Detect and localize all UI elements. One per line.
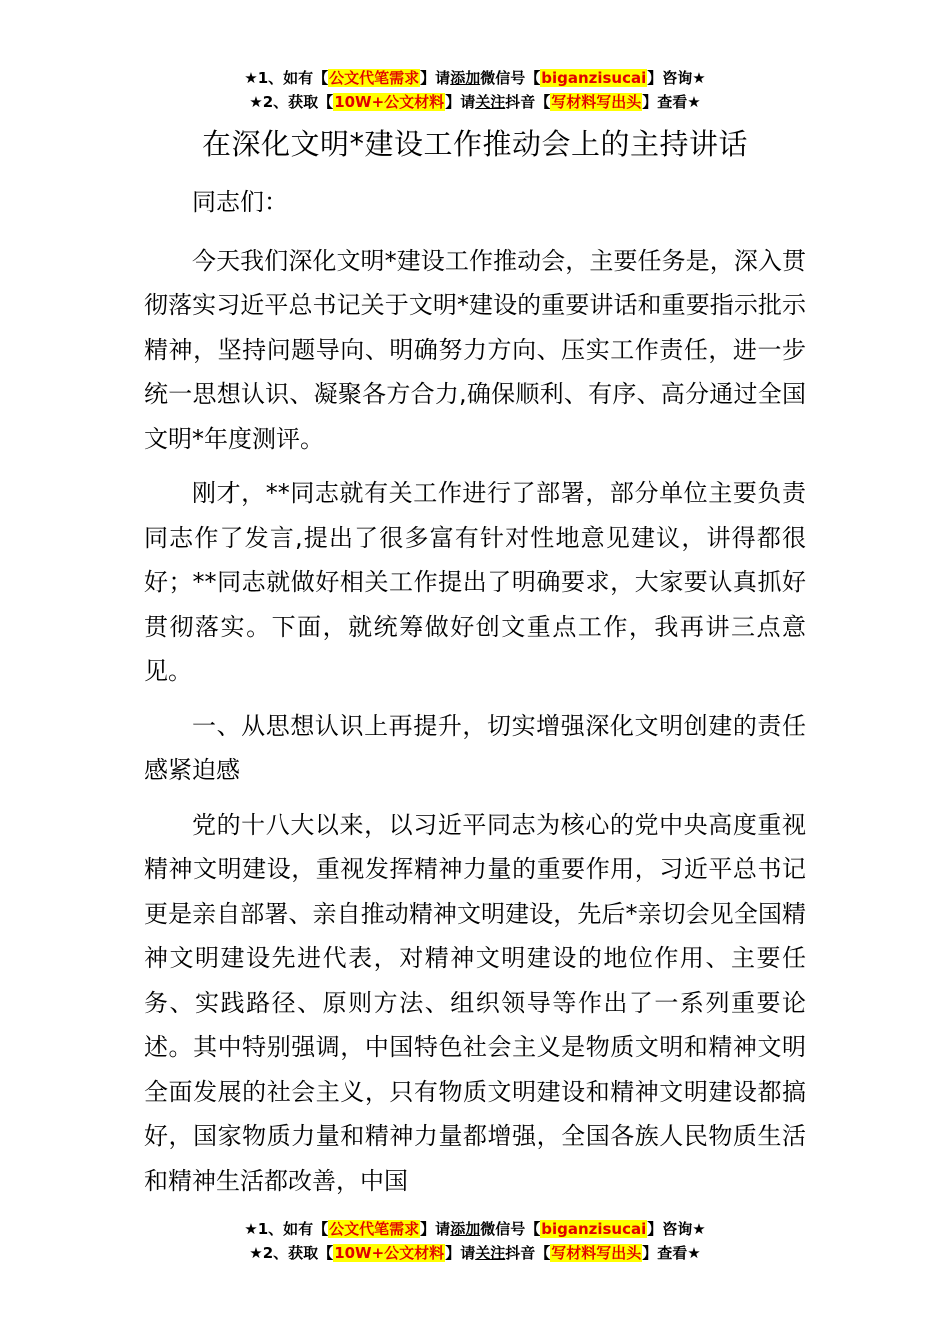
promo-wechat-id: biganzisucai [541, 69, 647, 87]
promo-underline: 关注 [475, 1244, 506, 1262]
promo-highlight: 10W+公文材料 [334, 93, 445, 111]
document-title: 在深化文明*建设工作推动会上的主持讲话 [201, 127, 748, 161]
promo-text: 抖音【 [505, 93, 551, 111]
promo-text: ★1、如有【 [244, 69, 329, 87]
promo-text: 】请 [445, 1244, 476, 1262]
promo-text: 】咨询★ [647, 1220, 706, 1238]
promo-underline: 关注 [475, 93, 506, 111]
paragraph: 党的十八大以来，以习近平同志为核心的党中央高度重视精神文明建设，重视发挥精神力量的重要作用，习近平总书记更是亲自部署、亲自推动精神文明建设，先后*亲切会见全国精神文明建设先进代表，对精神文明建设的地位作用、主要任务、实践路径、原则方法、组织领导等作出了一系列重要论述。其中特别强调，中国特色社会主义是物质文明和精神文明全面发展的社会主义，只有物质文明建设和精神文明建设都搞好，国家物质力量和精神力量都增强，全国各族人民物质生活和精神生活都改善，中国 [144, 810, 806, 1195]
promo-text: 微信号【 [480, 1220, 541, 1238]
promo-text: 抖音【 [505, 1244, 551, 1262]
promo-banner-bottom [0, 1217, 950, 1265]
promo-underline: 添加 [450, 1220, 481, 1238]
promo-text: 】咨询★ [647, 69, 706, 87]
promo-underline: 添加 [450, 69, 481, 87]
promo-highlight: 公文代笔需求 [329, 69, 420, 87]
promo-text: 】请 [420, 1220, 451, 1238]
promo-text: 微信号【 [480, 69, 541, 87]
promo-text: ★2、获取【 [249, 1244, 334, 1262]
promo-text: ★2、获取【 [249, 93, 334, 111]
promo-text: 】请 [445, 93, 476, 111]
promo-line-2 [0, 1241, 950, 1265]
greeting: 同志们： [192, 188, 288, 216]
paragraph: 刚才，**同志就有关工作进行了部署，部分单位主要负责同志作了发言,提出了很多富有针对性地意见建议，讲得都很好；**同志就做好相关工作提出了明确要求，大家要认真抓好贯彻落实。下面，就统筹做好创文重点工作，我再讲三点意见。 [144, 479, 806, 685]
paragraph: 今天我们深化文明*建设工作推动会，主要任务是，深入贯彻落实习近平总书记关于文明*建设的重要讲话和重要指示批示精神，坚持问题导向、明确努力方向、压实工作责任，进一步统一思想认识、凝聚各方合力,确保顺利、有序、高分通过全国文明*年度测评。 [144, 246, 806, 453]
promo-douyin-name: 写材料写出头 [551, 93, 642, 111]
promo-text: 】请 [420, 69, 451, 87]
promo-text: ★1、如有【 [244, 1220, 329, 1238]
promo-douyin-name: 写材料写出头 [551, 1244, 642, 1262]
promo-highlight: 公文代笔需求 [329, 1220, 420, 1238]
promo-banner-top [0, 66, 950, 114]
promo-highlight: 10W+公文材料 [334, 1244, 445, 1262]
promo-wechat-id: biganzisucai [541, 1220, 647, 1238]
promo-text: 】查看★ [642, 93, 701, 111]
document-body [144, 180, 806, 1213]
promo-text: 】查看★ [642, 1244, 701, 1262]
section-heading: 一、从思想认识上再提升，切实增强深化文明创建的责任感紧迫感 [144, 711, 806, 784]
promo-line-1 [0, 66, 950, 90]
promo-line-2 [0, 90, 950, 114]
promo-line-1 [0, 1217, 950, 1241]
